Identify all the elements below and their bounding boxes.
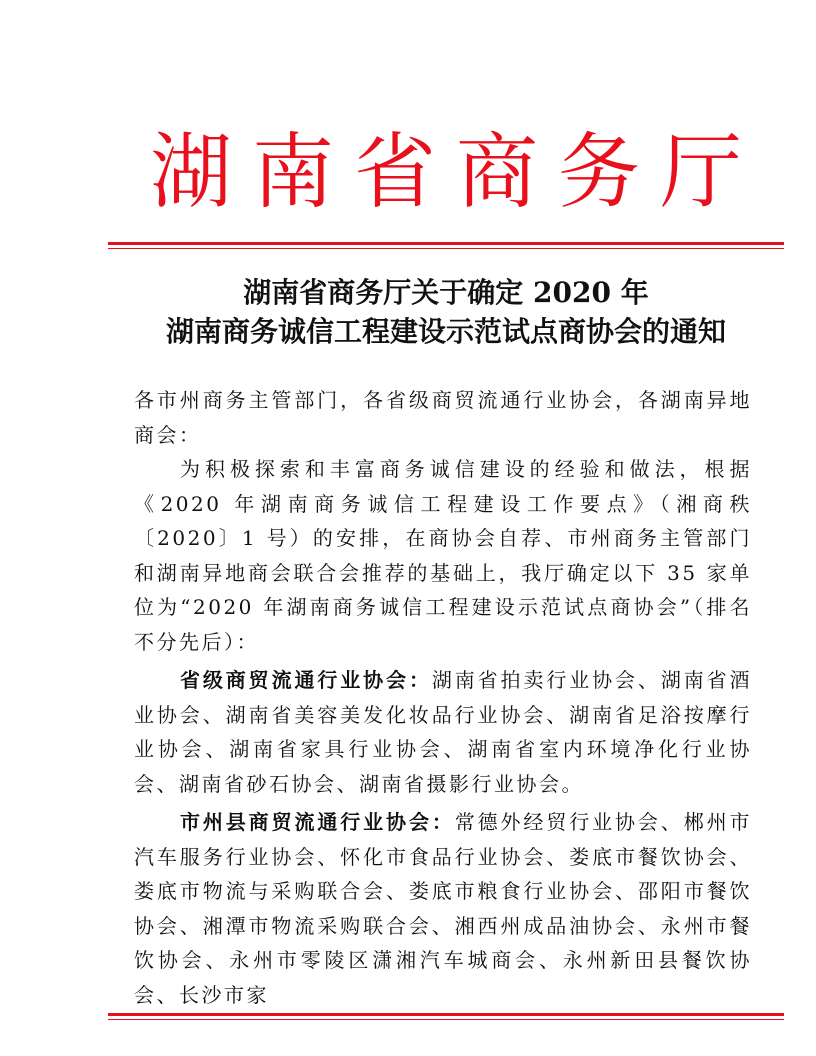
document-title-line-2: 湖南商务诚信工程建设示范试点商协会的通知 xyxy=(165,315,726,348)
provincial-associations-paragraph xyxy=(134,663,752,801)
document-title-line-1: 湖南省商务厅关于确定 2020 年 xyxy=(243,276,649,309)
salutation: 各市州商务主管部门，各省级商贸流通行业协会，各湖南异地商会： xyxy=(134,388,752,447)
provincial-associations-list: 湖南省拍卖行业协会、湖南省酒业协会、湖南省美容美发化妆品行业协会、湖南省足浴按摩行业协会、湖南省家具行业协会、湖南省室内环境净化行业协会、湖南省砂石协会、湖南省摄影行业协会。 xyxy=(134,668,753,796)
municipal-associations-paragraph xyxy=(134,805,752,1012)
letterhead-divider xyxy=(108,242,784,249)
footer-divider xyxy=(108,1013,784,1020)
document-body xyxy=(134,383,752,1012)
municipal-associations-list: 常德外经贸行业协会、郴州市汽车服务行业协会、怀化市食品行业协会、娄底市餐饮协会、娄底市物流与采购联合会、娄底市粮食行业协会、邵阳市餐饮协会、湘潭市物流采购联合会、湘西州成品油协会、永州市餐饮协会、永州市零陵区潇湘汽车城商会、永州新田县餐饮协会、长沙市家 xyxy=(134,810,752,1007)
agency-letterhead: 湖南省商务厅 xyxy=(150,125,763,220)
municipal-associations-heading: 市州县商贸流通行业协会： xyxy=(180,810,455,834)
intro-paragraph: 为积极探索和丰富商务诚信建设的经验和做法，根据《2020 年湖南商务诚信工程建设工作要点》（湘商秩〔2020〕1 号）的安排，在商协会自荐、市州商务主管部门和湖南异地商会联合会推荐的基础上，我厅确定以下 35 家单位为“2020 年湖南商务诚信工程建设示范试点商协会”（排名不分先后）： xyxy=(134,457,752,654)
provincial-associations-heading: 省级商贸流通行业协会： xyxy=(180,668,432,692)
